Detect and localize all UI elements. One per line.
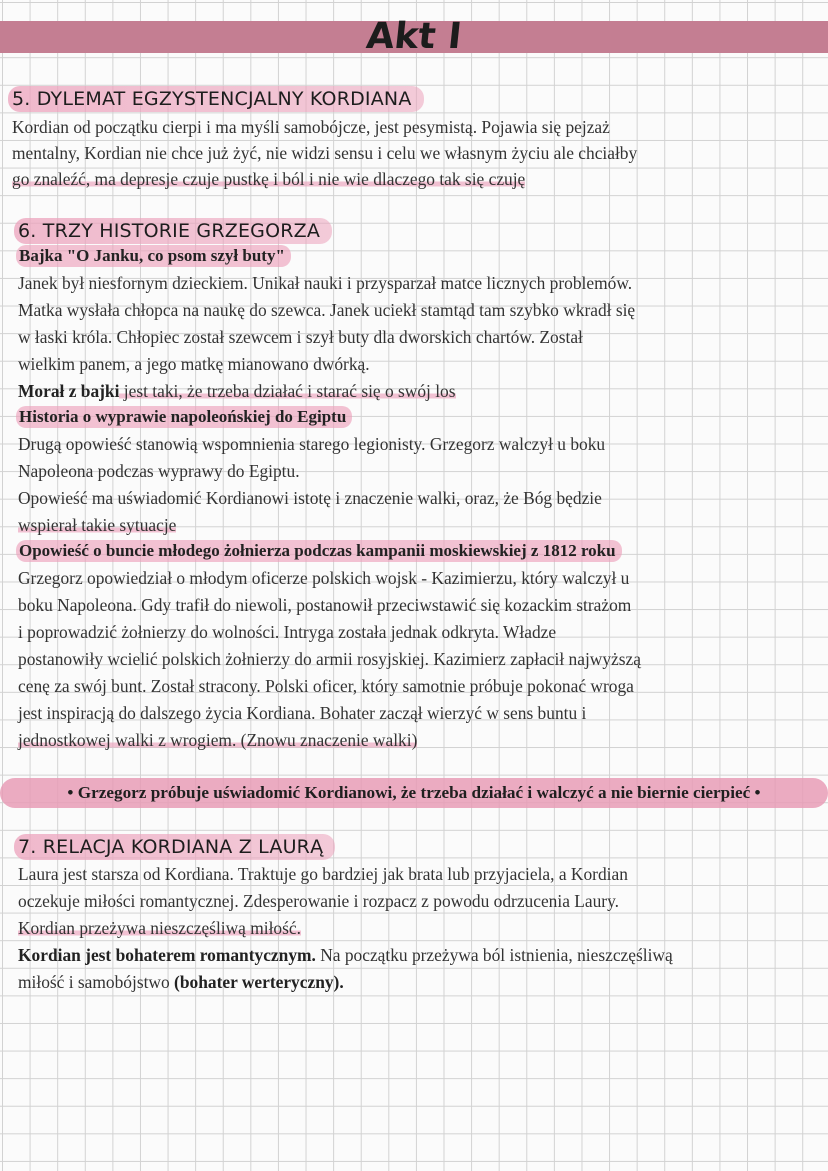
story-1-moral: Morał z bajki jest taki, że trzeba działać i starać się o swój los xyxy=(18,381,456,401)
story-1-line-3: w łaski króla. Chłopiec został szewcem i szył buty dla dworskich chartów. Został xyxy=(18,327,583,347)
conclusion-label: Kordian jest bohaterem romantycznym. xyxy=(18,945,316,965)
story-1-line-4: wielkim panem, a jego matkę mianowano dwórką. xyxy=(18,354,370,374)
moral-label: Morał z bajki xyxy=(18,381,120,401)
story-3-line-4: postanowiły wcielić polskich żołnierzy do armii rosyjskiej. Kazimierz zapłacił najwyższą xyxy=(18,649,641,669)
story-1-line-2: Matka wysłała chłopca na naukę do szewca. Janek uciekł stamtąd tam szybko wkradł się xyxy=(18,300,636,320)
story-1-line-1: Janek był niesfornym dzieckiem. Unikał nauki i przysparzał matce licznych problemów. xyxy=(18,273,633,293)
story-3-line-1: Grzegorz opowiedział o młodym oficerze polskich wojsk - Kazimierzu, który walczył u xyxy=(18,568,630,588)
story-3-line-7: jednostkowej walki z wrogiem. (Znowu znaczenie walki) xyxy=(18,730,418,750)
story-3-line-2: boku Napoleona. Gdy trafił do niewoli, postanowił przeciwstawić się kozackim strażom xyxy=(18,595,632,615)
page-title: Akt I xyxy=(364,16,464,57)
section-7-line-3: Kordian przeżywa nieszczęśliwą miłość. xyxy=(18,918,301,938)
story-3-line-6: jest inspiracją do dalszego życia Kordiana. Bohater zaczął wierzyć w sens buntu i xyxy=(18,703,587,723)
summary-statement: • Grzegorz próbuje uświadomić Kordianowi, że trzeba działać i walczyć a nie biernie cierpieć • xyxy=(67,783,761,802)
section-7-line-2: oczekuje miłości romantycznej. Zdesperowanie i rozpacz z powodu odrzucenia Laury. xyxy=(18,891,620,911)
story-2-line-1: Drugą opowieść stanowią wspomnienia starego legionisty. Grzegorz walczył u boku xyxy=(18,434,606,454)
section-5-line-2: mentalny, Kordian nie chce już żyć, nie widzi sensu i celu we własnym życiu ale chciałby xyxy=(12,143,638,163)
section-7-heading: 7. RELACJA KORDIANA Z LAURĄ xyxy=(14,834,335,860)
story-3-line-3: i poprowadzić żołnierzy do wolności. Intryga została jednak odkryta. Władze xyxy=(18,622,557,642)
story-2-line-4: wspierał takie sytuacje xyxy=(18,515,177,535)
story-3-title: Opowieść o buncie młodego żołnierza podczas kampanii moskiewskiej z 1812 roku xyxy=(16,540,622,562)
section-6-heading: 6. TRZY HISTORIE GRZEGORZA xyxy=(14,218,332,244)
section-7-conclusion-line-1: Kordian jest bohaterem romantycznym. Na początku przeżywa ból istnienia, nieszczęśliwą xyxy=(18,945,673,965)
story-3-line-5: cenę za swój bunt. Został stracony. Polski oficer, który samotnie próbuje pokonać wroga xyxy=(18,676,634,696)
section-5-line-1: Kordian od początku cierpi i ma myśli samobójcze, jest pesymistą. Pojawia się pejzaż xyxy=(12,117,610,137)
section-7-line-1: Laura jest starsza od Kordiana. Traktuje go bardziej jak brata lub przyjaciela, a Kordian xyxy=(18,864,628,884)
section-5-heading: 5. DYLEMAT EGZYSTENCJALNY KORDIANA xyxy=(8,86,424,112)
story-1-title: Bajka "O Janku, co psom szył buty" xyxy=(16,245,291,267)
section-5-line-3: go znaleźć, ma depresje czuje pustkę i ból i nie wie dlaczego tak się czuję xyxy=(12,169,526,189)
story-2-line-3: Opowieść ma uświadomić Kordianowi istotę i znaczenie walki, oraz, że Bóg będzie xyxy=(18,488,602,508)
story-2-title: Historia o wyprawie napoleońskiej do Egiptu xyxy=(16,406,352,428)
story-2-line-2: Napoleona podczas wyprawy do Egiptu. xyxy=(18,461,300,481)
section-7-conclusion-line-2: miłość i samobójstwo (bohater werteryczny). xyxy=(18,972,344,992)
